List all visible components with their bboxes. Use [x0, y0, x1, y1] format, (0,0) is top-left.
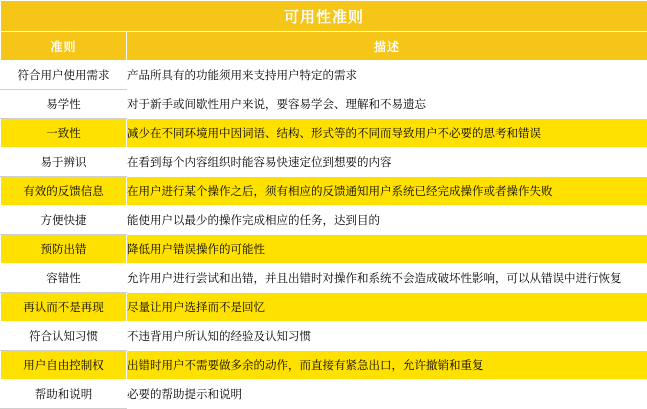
table-row — [1, 177, 647, 206]
description-cell: 在用户进行某个操作之后，须有相应的反馈通知用户系统已经完成操作或者操作失败 — [127, 177, 647, 206]
description-cell: 必要的帮助提示和说明 — [127, 380, 647, 409]
description-cell: 能使用户以最少的操作完成相应的任务，达到目的 — [127, 206, 647, 235]
criteria-cell: 帮助和说明 — [1, 380, 127, 409]
table-title-row — [1, 1, 647, 32]
table-row — [1, 351, 647, 380]
table-row — [1, 380, 647, 409]
criteria-cell: 预防出错 — [1, 235, 127, 264]
table-row — [1, 293, 647, 322]
description-cell: 允许用户进行尝试和出错，并且出错时对操作和系统不会造成破坏性影响，可以从错误中进行恢复 — [127, 264, 647, 293]
criteria-cell: 方便快捷 — [1, 206, 127, 235]
column-header-criteria: 准则 — [1, 32, 127, 61]
table-row — [1, 264, 647, 293]
table-row — [1, 148, 647, 177]
criteria-cell: 再认而不是再现 — [1, 293, 127, 322]
criteria-cell: 符合用户使用需求 — [1, 61, 127, 90]
page-title: 可用性准则 — [1, 1, 647, 32]
table-header-row — [1, 32, 647, 61]
description-cell: 不违背用户所认知的经验及认知习惯 — [127, 322, 647, 351]
criteria-cell: 容错性 — [1, 264, 127, 293]
criteria-cell: 一致性 — [1, 119, 127, 148]
criteria-cell: 有效的反馈信息 — [1, 177, 127, 206]
table-row — [1, 206, 647, 235]
criteria-cell: 符合认知习惯 — [1, 322, 127, 351]
criteria-cell: 易于辨识 — [1, 148, 127, 177]
table-row — [1, 235, 647, 264]
description-cell: 尽量让用户选择而不是回忆 — [127, 293, 647, 322]
description-cell: 产品所具有的功能须用来支持用户特定的需求 — [127, 61, 647, 90]
description-cell: 在看到每个内容组织时能容易快速定位到想要的内容 — [127, 148, 647, 177]
description-cell: 出错时用户不需要做多余的动作，而直接有紧急出口，允许撤销和重复 — [127, 351, 647, 380]
criteria-cell: 用户自由控制权 — [1, 351, 127, 380]
description-cell: 减少在不同环境用中因词语、结构、形式等的不同而导致用户不必要的思考和错误 — [127, 119, 647, 148]
table-row — [1, 61, 647, 90]
criteria-cell: 易学性 — [1, 90, 127, 119]
table-row — [1, 90, 647, 119]
table-body — [1, 1, 647, 409]
table-row — [1, 322, 647, 351]
table-row — [1, 119, 647, 148]
description-cell: 对于新手或间歇性用户来说，要容易学会、理解和不易遗忘 — [127, 90, 647, 119]
column-header-description: 描述 — [127, 32, 647, 61]
description-cell: 降低用户错误操作的可能性 — [127, 235, 647, 264]
